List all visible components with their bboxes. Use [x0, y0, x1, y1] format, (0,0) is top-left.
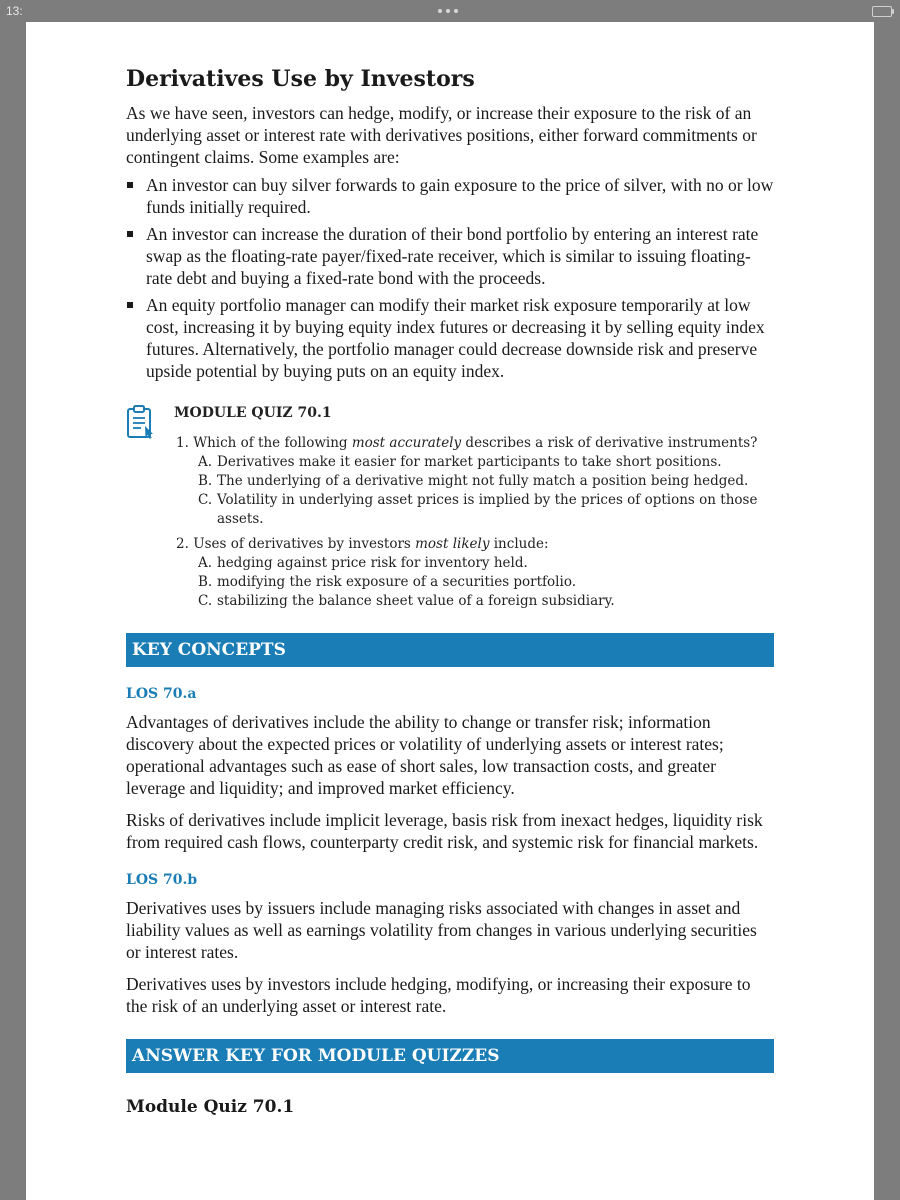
option-text: Volatility in underlying asset prices is implied by the prices of options on those assets.: [217, 492, 758, 527]
question-text: include:: [489, 536, 549, 552]
question-text: Uses of derivatives by investors: [193, 536, 416, 552]
answer-key-banner: ANSWER KEY FOR MODULE QUIZZES: [126, 1039, 774, 1073]
list-item: [126, 294, 774, 382]
question-text: Which of the following: [193, 435, 352, 451]
los-label: LOS 70.b: [126, 872, 198, 888]
option-text: hedging against price risk for inventory held.: [217, 555, 528, 571]
clipboard-icon: [126, 404, 156, 440]
question-text: describes a risk of derivative instruments?: [461, 435, 758, 451]
concept-paragraph: Advantages of derivatives include the ability to change or transfer risk; information discovery about the expected prices or volatility of underlying assets or interest rates; operational advantages such as ease of short sales, low transaction costs, and greater leverage and liquidity; and improved market efficiency.: [126, 712, 724, 798]
los-label: LOS 70.a: [126, 686, 197, 702]
quiz-question: [176, 434, 774, 529]
question-emphasis: most accurately: [351, 435, 462, 451]
answer-option[interactable]: [198, 573, 774, 592]
bullet-icon: [127, 302, 133, 308]
status-time: 13:: [6, 4, 23, 18]
document-page: [26, 22, 874, 1200]
option-letter: B.: [198, 574, 213, 590]
list-item: [126, 174, 774, 218]
battery-icon: [872, 6, 892, 17]
option-text: stabilizing the balance sheet value of a foreign subsidiary.: [217, 593, 615, 609]
bullet-icon: [127, 182, 133, 188]
question-stem: [176, 535, 774, 554]
concept-paragraph: Derivatives uses by issuers include managing risks associated with changes in asset and liability values as well as earnings volatility from changes in various underlying securities or interest rates.: [126, 898, 757, 962]
question-stem: [176, 434, 774, 453]
option-letter: A.: [198, 555, 213, 571]
section-heading: Derivatives Use by Investors: [126, 66, 475, 92]
quiz-title: MODULE QUIZ 70.1: [174, 405, 332, 421]
answer-option[interactable]: [198, 472, 774, 491]
concept-paragraph: Derivatives uses by investors include hedging, modifying, or increasing their exposure to the risk of an underlying asset or interest rate.: [126, 974, 751, 1016]
option-text: The underlying of a derivative might not fully match a position being hedged.: [217, 473, 749, 489]
intro-paragraph: As we have seen, investors can hedge, modify, or increase their exposure to the risk of an underlying asset or interest rate with derivatives positions, either forward commitments or contingent claims. Some examples are:: [126, 103, 757, 167]
option-text: modifying the risk exposure of a securities portfolio.: [217, 574, 576, 590]
module-quiz: [126, 404, 774, 611]
quiz-question: [176, 535, 774, 611]
answer-key-subheading: Module Quiz 70.1: [126, 1097, 295, 1117]
question-number: 1.: [176, 435, 189, 451]
status-bar: [0, 0, 900, 22]
bullet-icon: [127, 231, 133, 237]
multitask-dots-icon[interactable]: [438, 9, 458, 13]
examples-list: [126, 174, 774, 382]
key-concepts-banner: KEY CONCEPTS: [126, 633, 774, 667]
list-item-text: An investor can increase the duration of their bond portfolio by entering an interest rate swap as the floating-rate payer/fixed-rate receiver, which is similar to issuing floating-rate debt and buying a fixed-rate bond with the proceeds.: [146, 224, 759, 288]
question-emphasis: most likely: [415, 536, 490, 552]
option-letter: A.: [198, 454, 213, 470]
list-item-text: An investor can buy silver forwards to gain exposure to the price of silver, with no or low funds initially required.: [146, 175, 774, 217]
answer-option[interactable]: [198, 554, 774, 573]
question-number: 2.: [176, 536, 189, 552]
answer-option[interactable]: [198, 491, 774, 529]
concept-paragraph: Risks of derivatives include implicit leverage, basis risk from inexact hedges, liquidity risk from required cash flows, counterparty credit risk, and systemic risk for financial markets.: [126, 810, 763, 852]
option-letter: B.: [198, 473, 213, 489]
option-letter: C.: [198, 593, 213, 609]
list-item-text: An equity portfolio manager can modify their market risk exposure temporarily at low cost, increasing it by buying equity index futures or decreasing it by selling equity index futures. Alternatively, the portfolio manager could decrease downside risk and preserve upside potential by buying puts on an equity index.: [146, 295, 765, 381]
list-item: [126, 223, 774, 289]
page-content: [126, 62, 774, 1119]
option-text: Derivatives make it easier for market participants to take short positions.: [217, 454, 722, 470]
answer-option[interactable]: [198, 592, 774, 611]
option-letter: C.: [198, 492, 213, 508]
answer-option[interactable]: [198, 453, 774, 472]
